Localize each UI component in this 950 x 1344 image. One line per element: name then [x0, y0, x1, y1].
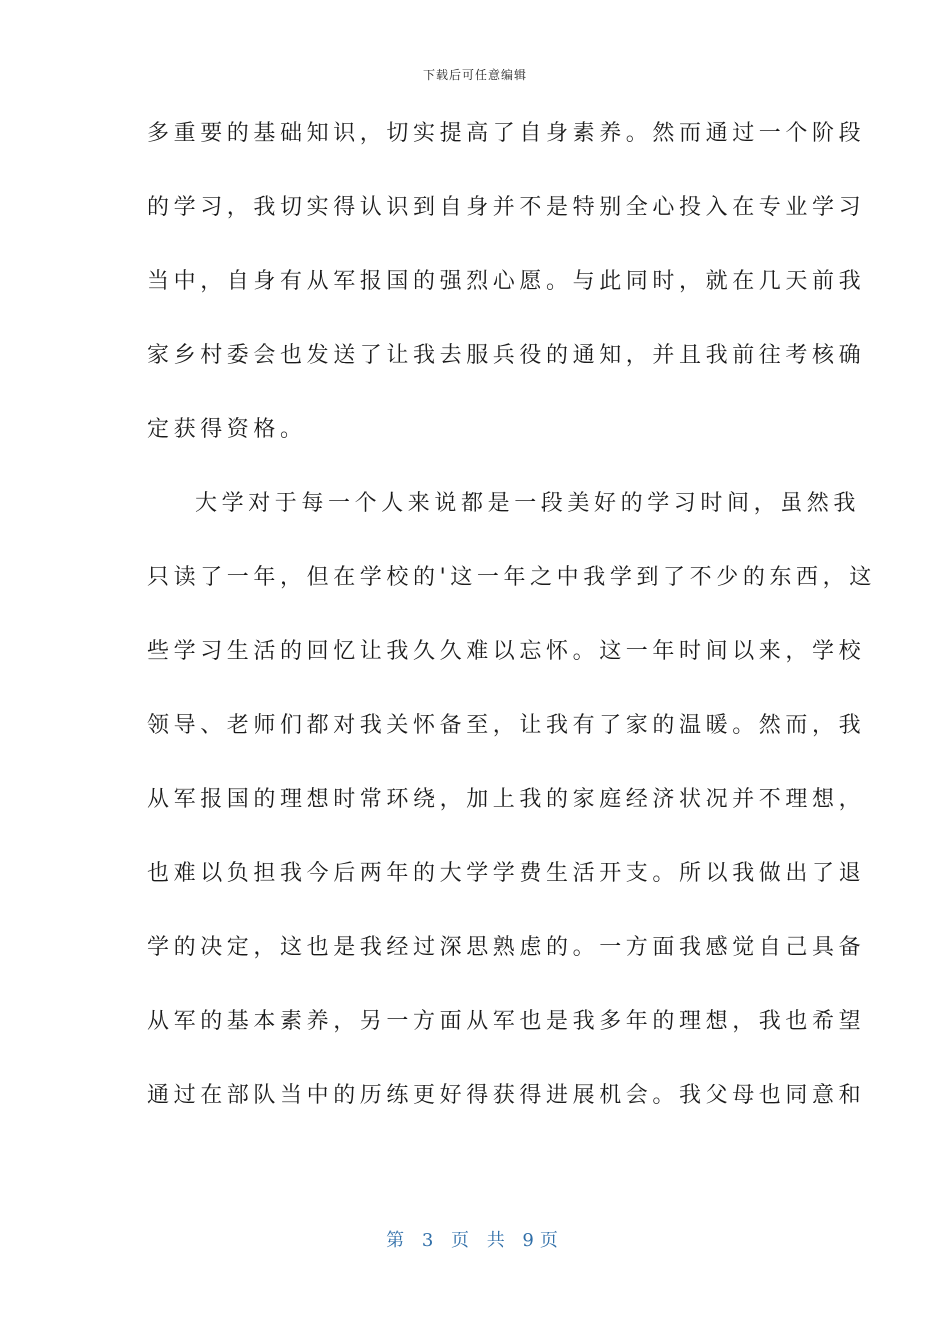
text-line-10: 从军报国的理想时常环绕，加上我的家庭经济状况并不理想， — [147, 787, 866, 812]
header-note: 下载后可任意编辑 — [422, 68, 527, 82]
text-line-11: 也难以负担我今后两年的大学学费生活开支。所以我做出了退 — [147, 861, 866, 886]
document-body — [147, 118, 876, 1154]
text-line-6: 大学对于每一个人来说都是一段美好的学习时间，虽然我 — [195, 491, 861, 516]
text-line-9: 领导、老师们都对我关怀备至，让我有了家的温暖。然而，我 — [147, 713, 866, 738]
text-line-12: 学的决定，这也是我经过深思熟虑的。一方面我感觉自己具备 — [147, 935, 866, 960]
text-line-5: 定获得资格。 — [147, 417, 307, 442]
page-number: 第 3 页 共 9页 — [386, 1230, 564, 1251]
text-line-7: 只读了一年，但在学校的'这一年之中我学到了不少的东西，这 — [147, 565, 876, 590]
text-line-2: 的学习，我切实得认识到自身并不是特别全心投入在专业学习 — [147, 195, 866, 220]
text-line-4: 家乡村委会也发送了让我去服兵役的通知，并且我前往考核确 — [147, 343, 866, 368]
text-line-1: 多重要的基础知识，切实提高了自身素养。然而通过一个阶段 — [147, 121, 866, 146]
text-line-8: 些学习生活的回忆让我久久难以忘怀。这一年时间以来，学校 — [147, 639, 866, 664]
text-line-14: 通过在部队当中的历练更好得获得进展机会。我父母也同意和 — [147, 1083, 866, 1108]
text-line-13: 从军的基本素养，另一方面从军也是我多年的理想，我也希望 — [147, 1009, 866, 1034]
text-line-3: 当中，自身有从军报国的强烈心愿。与此同时，就在几天前我 — [147, 269, 866, 294]
